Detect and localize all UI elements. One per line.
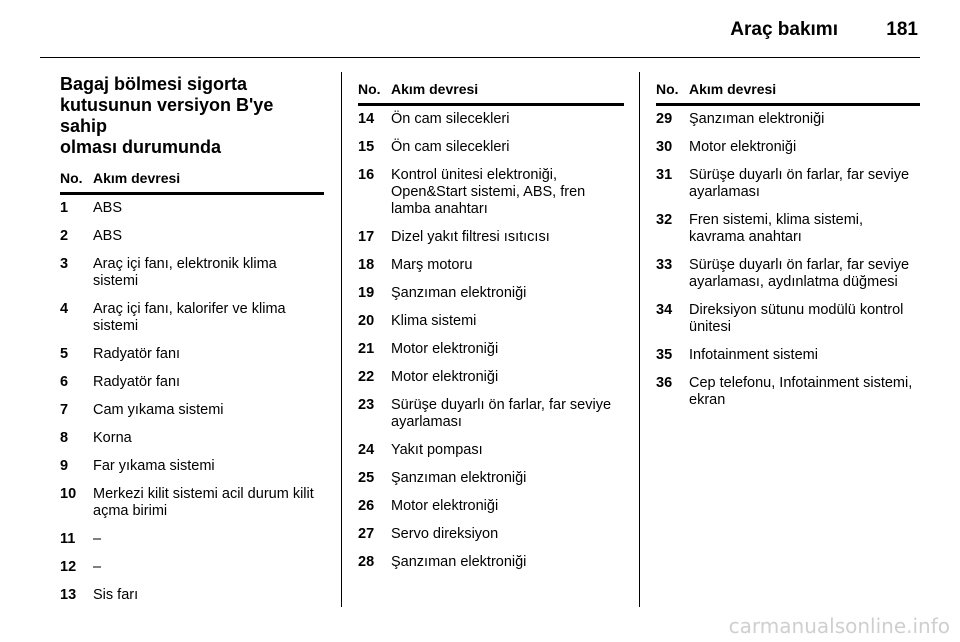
circuit-description: ABS xyxy=(93,200,123,216)
fuse-number: 36 xyxy=(656,375,673,391)
circuit-description: Merkezi kilit sistemi acil durum kilit açma birimi xyxy=(93,486,314,519)
fuse-table xyxy=(656,111,920,409)
circuit-description: Klima sistemi xyxy=(391,313,477,329)
table-row xyxy=(60,301,324,335)
fuse-number: 15 xyxy=(358,139,375,155)
fuse-table xyxy=(60,200,324,604)
circuit-description: Sürüşe duyarlı ön farlar, far seviye ayarlaması xyxy=(391,397,612,430)
right-column xyxy=(656,66,920,409)
fuse-number: 24 xyxy=(358,442,375,458)
fuse-number: 7 xyxy=(60,402,69,418)
header-circuit: Akım devresi xyxy=(93,170,181,186)
table-row xyxy=(60,531,324,548)
circuit-description: Ön cam silecekleri xyxy=(391,139,510,155)
circuit-description: – xyxy=(93,559,102,575)
table-row xyxy=(656,212,920,246)
circuit-description: Cam yıkama sistemi xyxy=(93,402,224,418)
fuse-number: 23 xyxy=(358,397,375,413)
table-row xyxy=(60,587,324,604)
table-row xyxy=(358,397,624,431)
fuse-number: 19 xyxy=(358,285,375,301)
column-divider xyxy=(341,72,342,607)
table-row xyxy=(656,111,920,128)
table-header xyxy=(358,75,624,106)
circuit-description: Şanzıman elektroniği xyxy=(391,554,527,570)
circuit-description: ABS xyxy=(93,228,123,244)
fuse-number: 6 xyxy=(60,374,69,390)
table-row xyxy=(60,559,324,576)
fuse-number: 17 xyxy=(358,229,375,245)
page-title: Araç bakımı xyxy=(730,19,838,40)
circuit-description: Sis farı xyxy=(93,587,139,603)
circuit-description: Radyatör fanı xyxy=(93,346,181,362)
circuit-description: Sürüşe duyarlı ön farlar, far seviye ayarlaması xyxy=(689,167,910,200)
table-row xyxy=(60,200,324,217)
table-row xyxy=(656,167,920,201)
header-no: No. xyxy=(656,81,679,97)
fuse-number: 12 xyxy=(60,559,77,575)
fuse-number: 14 xyxy=(358,111,375,127)
fuse-table xyxy=(358,111,624,571)
column-divider xyxy=(639,72,640,607)
circuit-description: Cep telefonu, Infotainment sistemi, ekran xyxy=(689,375,913,408)
table-row xyxy=(60,486,324,520)
fuse-number: 29 xyxy=(656,111,673,127)
fuse-number: 20 xyxy=(358,313,375,329)
header-no: No. xyxy=(60,170,83,186)
circuit-description: Ön cam silecekleri xyxy=(391,111,510,127)
table-row xyxy=(656,139,920,156)
table-row xyxy=(656,347,920,364)
fuse-number: 26 xyxy=(358,498,375,514)
table-row xyxy=(60,346,324,363)
table-row xyxy=(656,302,920,336)
fuse-number: 4 xyxy=(60,301,69,317)
fuse-number: 2 xyxy=(60,228,69,244)
section-title-line: kutusunun versiyon B'ye sahip xyxy=(60,95,274,136)
table-row xyxy=(60,402,324,419)
table-row xyxy=(358,285,624,302)
fuse-number: 22 xyxy=(358,369,375,385)
fuse-number: 10 xyxy=(60,486,77,502)
table-row xyxy=(60,256,324,290)
fuse-number: 33 xyxy=(656,257,673,273)
table-row xyxy=(358,369,624,386)
circuit-description: Şanzıman elektroniği xyxy=(391,470,527,486)
circuit-description: Motor elektroniği xyxy=(391,498,499,514)
table-row xyxy=(60,458,324,475)
fuse-number: 35 xyxy=(656,347,673,363)
circuit-description: Araç içi fanı, elektronik klima sistemi xyxy=(93,256,277,289)
table-row xyxy=(60,430,324,447)
table-row xyxy=(358,526,624,543)
fuse-number: 9 xyxy=(60,458,69,474)
circuit-description: Dizel yakıt filtresi ısıtıcısı xyxy=(391,229,550,245)
table-row xyxy=(358,111,624,128)
table-header xyxy=(60,164,324,195)
circuit-description: Şanzıman elektroniği xyxy=(391,285,527,301)
circuit-description: Yakıt pompası xyxy=(391,442,483,458)
circuit-description: Marş motoru xyxy=(391,257,473,273)
table-row xyxy=(358,139,624,156)
table-row xyxy=(358,554,624,571)
header-circuit: Akım devresi xyxy=(391,81,479,97)
fuse-number: 18 xyxy=(358,257,375,273)
table-row xyxy=(656,375,920,409)
circuit-description: Radyatör fanı xyxy=(93,374,181,390)
section-title-line: olması durumunda xyxy=(60,137,222,157)
circuit-description: Motor elektroniği xyxy=(391,369,499,385)
table-row xyxy=(358,498,624,515)
header-rule xyxy=(40,57,920,58)
fuse-number: 34 xyxy=(656,302,673,318)
table-row xyxy=(358,167,624,218)
table-row xyxy=(358,229,624,246)
fuse-number: 31 xyxy=(656,167,673,183)
watermark: carmanualsonline.info xyxy=(728,614,950,638)
circuit-description: – xyxy=(93,531,102,547)
fuse-number: 30 xyxy=(656,139,673,155)
table-row xyxy=(358,257,624,274)
table-header xyxy=(656,75,920,106)
left-column xyxy=(60,66,324,604)
circuit-description: Korna xyxy=(93,430,132,446)
fuse-number: 13 xyxy=(60,587,77,603)
fuse-number: 11 xyxy=(60,531,76,547)
fuse-number: 27 xyxy=(358,526,375,542)
circuit-description: Şanzıman elektroniği xyxy=(689,111,825,127)
fuse-number: 8 xyxy=(60,430,69,446)
circuit-description: Sürüşe duyarlı ön farlar, far seviye ayarlaması, aydınlatma düğmesi xyxy=(689,257,910,290)
table-row xyxy=(358,470,624,487)
circuit-description: Direksiyon sütunu modülü kontrol ünitesi xyxy=(689,302,904,335)
circuit-description: Motor elektroniği xyxy=(689,139,797,155)
fuse-number: 16 xyxy=(358,167,375,183)
section-title-line: Bagaj bölmesi sigorta xyxy=(60,74,248,94)
table-row xyxy=(358,442,624,459)
fuse-number: 28 xyxy=(358,554,375,570)
circuit-description: Kontrol ünitesi elektroniği, Open&Start sistemi, ABS, fren lamba anahtarı xyxy=(391,167,586,217)
table-row xyxy=(358,313,624,330)
header-no: No. xyxy=(358,81,381,97)
table-row xyxy=(60,374,324,391)
page-number: 181 xyxy=(886,19,918,40)
circuit-description: Motor elektroniği xyxy=(391,341,499,357)
section-title xyxy=(60,74,324,158)
circuit-description: Araç içi fanı, kalorifer ve klima sistemi xyxy=(93,301,286,334)
page-header xyxy=(40,0,920,58)
fuse-number: 1 xyxy=(60,200,69,216)
fuse-number: 5 xyxy=(60,346,69,362)
table-row xyxy=(656,257,920,291)
circuit-description: Servo direksiyon xyxy=(391,526,499,542)
circuit-description: Infotainment sistemi xyxy=(689,347,818,363)
fuse-number: 3 xyxy=(60,256,69,272)
circuit-description: Far yıkama sistemi xyxy=(93,458,215,474)
middle-column xyxy=(358,66,624,571)
table-row xyxy=(358,341,624,358)
circuit-description: Fren sistemi, klima sistemi, kavrama anahtarı xyxy=(689,212,864,245)
header-circuit: Akım devresi xyxy=(689,81,777,97)
fuse-number: 32 xyxy=(656,212,673,228)
fuse-number: 21 xyxy=(358,341,375,357)
fuse-number: 25 xyxy=(358,470,375,486)
table-row xyxy=(60,228,324,245)
